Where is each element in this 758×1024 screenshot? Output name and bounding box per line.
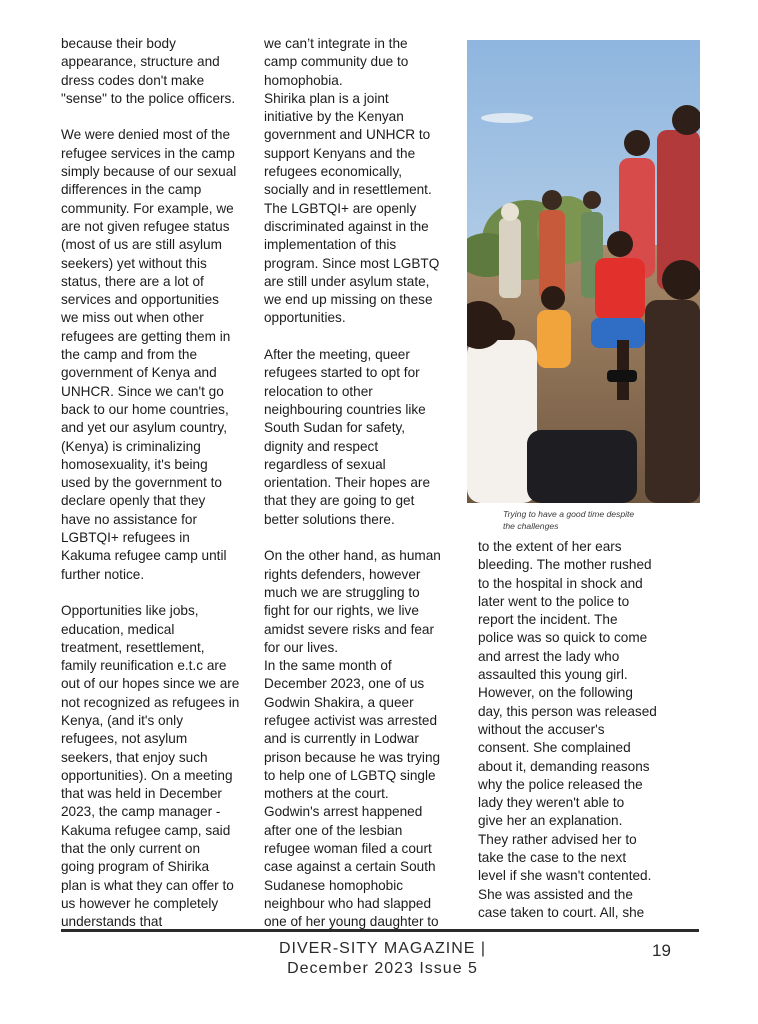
article-column-3: to the extent of her ears bleeding. The mother rushed to the hospital in shock and later went to the police to report the incident. The police was so quick to come and arrest the lady who assaulted this young girl. However, on the following day, this person was released without the accuser's consent. She complained about it, demanding reasons why the police released the lady they weren't able to give her an explanation. They rather advised her to take the case to the next level if she wasn't contented. She was assisted and the case taken to court. All, she	[478, 539, 657, 920]
article-column-1: because their body appearance, structure and dress codes don't make "sense" to the police officers. We were denied most of the refugee services in the camp simply because of our sexual differences in the camp community. For example, we are not given refugee status (most of us are still asylum seekers) yet without this status, there are a lot of services and opportunities we miss out when other refugees are getting them in the camp and from the government of Kenya and UNHCR. Since we can't go back to our home countries, and yet our asylum country, (Kenya) is criminalizing homosexuality, it's being used by the government to declare openly that they have no assistance for LGBTQI+ refugees in Kakuma refugee camp until further notice. Opportunities like jobs, education, medical treatment, resettlement, family reunification e.t.c are out of our hopes since we are not recognized as refugees in Kenya, (and it's only refugees, not asylum seekers, that enjoy such opportunities). On a meeting that was held in December 2023, the camp manager - Kakuma refugee camp, said that the only current on going program of Shirika plan is what they can offer to us however he completely understands that	[61, 36, 240, 930]
article-column-2: we can’t integrate in the camp community due to homophobia. Shirika plan is a joint initiative by the Kenyan government and UNHCR to support Kenyans and the refugees economically, socially and in resettlement. The LGBTQI+ are openly discriminated against in the implementation of this program. Since most LGBTQ are still under asylum state, we end up missing on these opportunities. After the meeting, queer refugees started to opt for relocation to other neighbouring countries like South Sudan for safety, dignity and respect regardless of sexual orientation. Their hopes are that they are going to get better solutions there. On the other hand, as human rights defenders, however much we are struggling to fight for our rights, we live amidst severe risks and fear for our lives. In the same month of December 2023, one of us Godwin Shakira, a queer refugee activist was arrested and is currently in Lodwar prison because he was trying to help one of LGBTQ single mothers at the court. Godwin's arrest happened after one of the lesbian refugee woman filed a court case against a certain South Sudanese homophobic neighbour who had slapped one of her young daughter to	[264, 36, 441, 930]
footer-rule	[61, 929, 699, 932]
photo-caption: Trying to have a good time despite the challenges	[503, 509, 635, 531]
group-photo	[467, 40, 700, 503]
page-number: 19	[652, 941, 671, 960]
magazine-footer-title: DIVER-SITY MAGAZINE | December 2023 Issue 5	[278, 940, 487, 977]
